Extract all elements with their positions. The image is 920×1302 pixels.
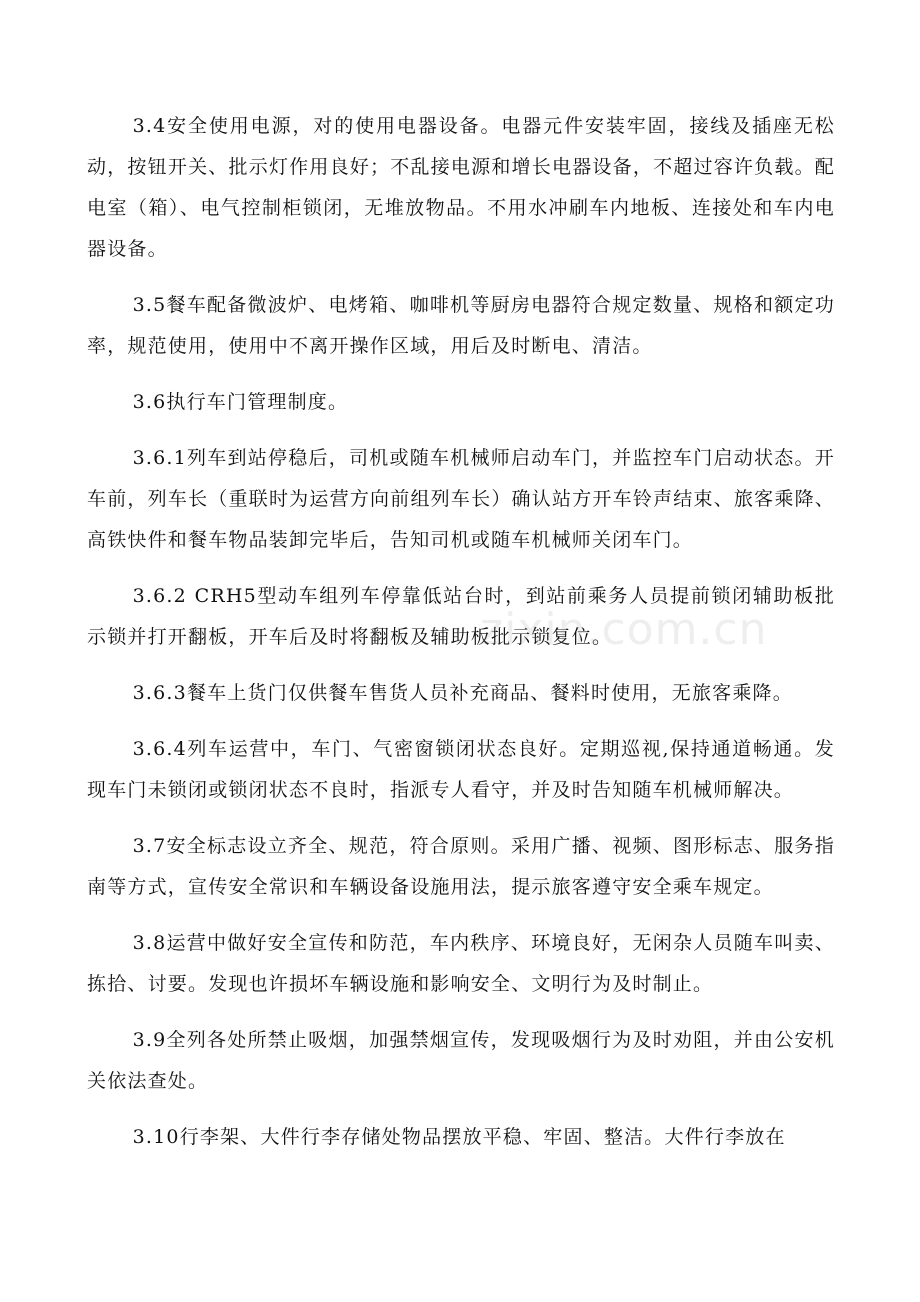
- paragraph-3-8: 3.8运营中做好安全宣传和防范，车内秩序、环境良好，无闲杂人员随车叫卖、拣拾、讨要。发现也许损坏车辆设施和影响安全、文明行为及时制止。: [87, 932, 835, 995]
- paragraph-3-6-2: 3.6.2 CRH5型动车组列车停靠低站台时，到站前乘务人员提前锁闭辅助板批示锁并打开翻板，开车后及时将翻板及辅助板批示锁复位。: [87, 585, 835, 648]
- paragraph-3-6: 3.6执行车门管理制度。: [132, 391, 349, 413]
- paragraph-3-6-3: 3.6.3餐车上货门仅供餐车售货人员补充商品、餐料时使用，无旅客乘降。: [132, 682, 793, 704]
- paragraph-3-6-1: 3.6.1列车到站停稳后，司机或随车机械师启动车门，并监控车门启动状态。开车前，列车长（重联时为运营方向前组列车长）确认站方开车铃声结束、旅客乘降、高铁快件和餐车物品装卸完毕后，告知司机或随车机械师关闭车门。: [87, 447, 835, 551]
- paragraph-3-5: 3.5餐车配备微波炉、电烤箱、咖啡机等厨房电器符合规定数量、规格和额定功率，规范使用，使用中不离开操作区域，用后及时断电、清洁。: [87, 294, 835, 357]
- watermark: zixin.com.cn: [480, 604, 768, 655]
- paragraph-3-10: 3.10行李架、大件行李存储处物品摆放平稳、牢固、整洁。大件行李放在: [132, 1126, 786, 1148]
- document-body: [87, 106, 835, 1173]
- paragraph-3-4: 3.4安全使用电源，对的使用电器设备。电器元件安装牢固，接线及插座无松动，按钮开关、批示灯作用良好；不乱接电源和增长电器设备，不超过容许负载。配电室（箱）、电气控制柜锁闭，无堆放物品。不用水冲刷车内地板、连接处和车内电器设备。: [87, 115, 835, 260]
- paragraph-3-9: 3.9全列各处所禁止吸烟，加强禁烟宣传，发现吸烟行为及时劝阻，并由公安机关依法查处。: [87, 1029, 835, 1092]
- paragraph-3-6-4: 3.6.4列车运营中，车门、气密窗锁闭状态良好。定期巡视,保持通道畅通。发现车门未锁闭或锁闭状态不良时，指派专人看守，并及时告知随车机械师解决。: [87, 738, 835, 801]
- paragraph-3-7: 3.7安全标志设立齐全、规范，符合原则。采用广播、视频、图形标志、服务指南等方式，宣传安全常识和车辆设备设施用法，提示旅客遵守安全乘车规定。: [87, 835, 835, 898]
